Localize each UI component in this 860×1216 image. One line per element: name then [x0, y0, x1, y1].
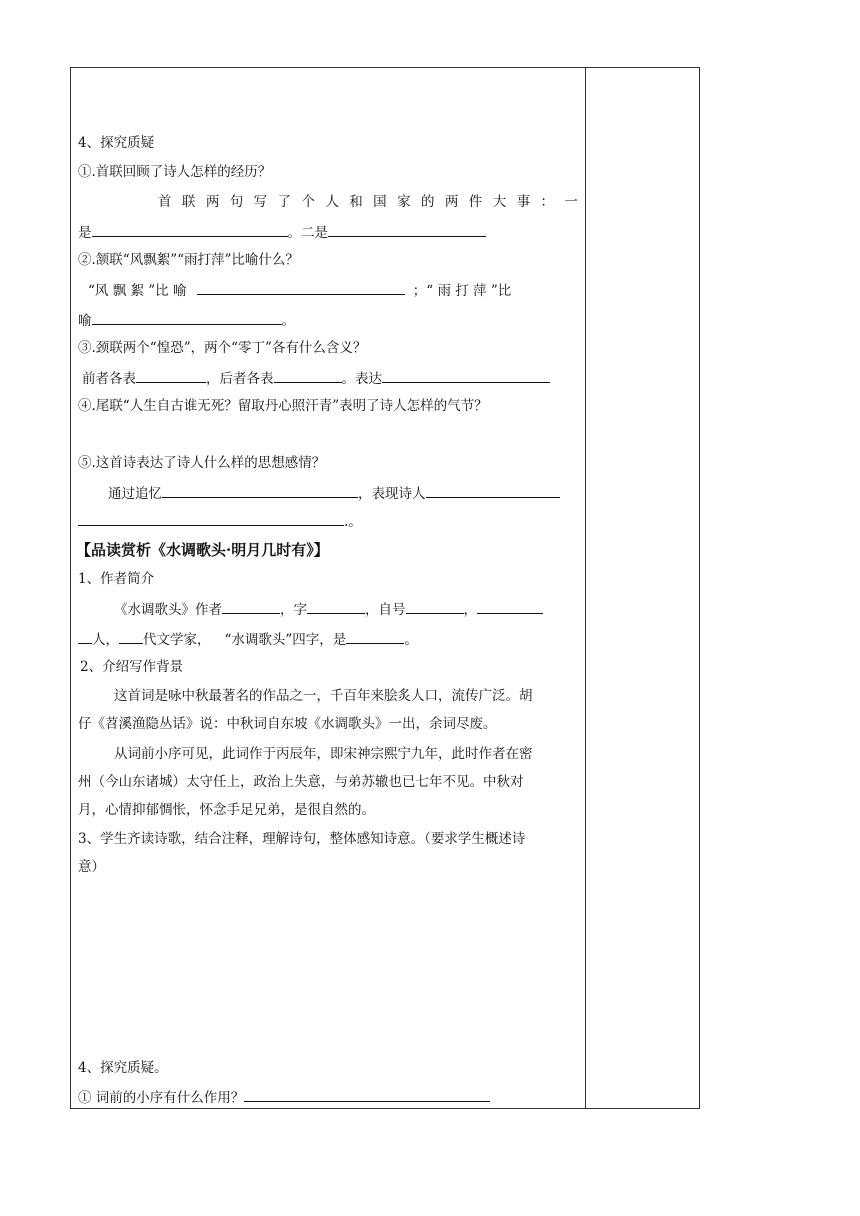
text: 代文学家，	[143, 632, 211, 648]
inquiry-question-1	[78, 1087, 578, 1108]
question-2: ②.颔联“风飘絮”“雨打萍”比喻什么？	[78, 252, 299, 268]
char: 国	[373, 194, 387, 210]
answer-blank[interactable]	[119, 629, 143, 644]
answer-blank[interactable]	[328, 222, 486, 237]
text: 通过追忆	[108, 486, 162, 502]
reading-instruction-line-1: 3、学生齐读诗歌，结合注释，理解诗句，整体感知诗意。（要求学生概述诗	[78, 831, 526, 847]
background-paragraph-2-line-1: 从词前小序可见，此词作于丙辰年，即宋神宗熙宁九年，此时作者在密	[114, 746, 533, 762]
question-1-answer-line-a	[158, 192, 578, 212]
answer-blank[interactable]	[307, 599, 365, 614]
question-1: ①.首联回顾了诗人怎样的经历？	[78, 164, 272, 180]
author-line-b	[78, 629, 578, 650]
question-2-answer-line-b	[78, 310, 578, 331]
answer-blank[interactable]	[274, 368, 342, 383]
char: 首	[158, 194, 172, 210]
char: 事	[516, 194, 531, 210]
char: 个	[301, 194, 315, 210]
char: ：	[540, 194, 554, 210]
section-title: 【品读赏析《水调歌头·明月几时有》】	[76, 541, 329, 559]
char: 的	[420, 194, 435, 210]
background-heading: 2、介绍写作背景	[80, 659, 184, 675]
answer-blank[interactable]	[244, 1087, 490, 1102]
char: 家	[397, 194, 411, 210]
char: 大	[492, 194, 507, 210]
answer-blank[interactable]	[197, 280, 405, 295]
text: ，字	[280, 602, 307, 618]
question-3: ③.颈联两个“惶恐”，两个“零丁”各有什么含义？	[78, 340, 367, 356]
text: 人，	[92, 632, 119, 648]
answer-blank[interactable]	[477, 599, 543, 614]
answer-blank[interactable]	[78, 629, 92, 644]
answer-blank[interactable]	[136, 368, 206, 383]
char: 两	[444, 194, 459, 210]
section-heading: 4、探究质疑	[78, 135, 155, 151]
answer-blank[interactable]	[426, 483, 560, 498]
background-paragraph-2-line-3: 月，心情抑郁惆怅，怀念手足兄弟，是很自然的。	[78, 802, 375, 818]
reading-instruction-line-2: 意）	[78, 859, 105, 875]
question-4: ④.尾联“人生自古谁无死？留取丹心照汗青”表明了诗人怎样的气节？	[78, 398, 488, 414]
question-2-answer-line-a	[88, 280, 578, 301]
char: 句	[229, 194, 244, 210]
question-5: ⑤.这首诗表达了诗人什么样的思想感情？	[78, 455, 326, 471]
char: 一	[564, 194, 578, 210]
answer-blank[interactable]	[406, 599, 464, 614]
answer-blank[interactable]	[382, 368, 550, 383]
char: 人	[325, 194, 339, 210]
text: ，自号	[365, 602, 406, 618]
text: ，表现诗人	[358, 486, 426, 502]
question-5-answer-line-b	[78, 511, 578, 532]
text: ，后者各表	[206, 371, 274, 387]
text: ① 词前的小序有什么作用？	[78, 1090, 245, 1106]
text: 《水调歌头》作者	[114, 602, 222, 618]
text: .。	[344, 514, 362, 530]
text: 前者各表	[82, 371, 136, 387]
text: 是	[78, 225, 92, 241]
char: 联	[181, 194, 196, 210]
text: 。二是	[287, 225, 328, 241]
text: ；“ 雨 打 萍 ”比	[412, 283, 512, 299]
text: 。	[404, 632, 418, 648]
author-heading: 1、作者简介	[78, 571, 155, 587]
question-1-answer-line-b	[78, 222, 578, 243]
text: “风 飘 絮 ”比 喻	[88, 283, 187, 299]
inquiry-heading: 4、探究质疑。	[78, 1060, 168, 1076]
answer-blank[interactable]	[78, 511, 344, 526]
char: 写	[253, 194, 268, 210]
char: 了	[277, 194, 292, 210]
author-line-a	[114, 599, 578, 620]
text: ，	[463, 602, 477, 618]
answer-blank[interactable]	[162, 483, 358, 498]
char: 和	[349, 194, 363, 210]
text: 。表达	[341, 371, 382, 387]
text: 喻	[78, 313, 92, 329]
background-paragraph-1-line-1: 这首词是咏中秋最著名的作品之一，千百年来脍炙人口，流传广泛。胡	[114, 688, 533, 704]
question-5-answer-line-a	[108, 483, 578, 504]
answer-blank[interactable]	[346, 629, 404, 644]
answer-blank[interactable]	[222, 599, 280, 614]
column-divider	[585, 67, 586, 1109]
question-3-answer	[82, 368, 578, 389]
background-paragraph-2-line-2: 州（今山东诸城）太守任上，政治上失意，与弟苏辙也已七年不见。中秋对	[78, 774, 524, 790]
answer-blank[interactable]	[92, 222, 288, 237]
text: “水调歌头”四字，是	[224, 632, 347, 648]
char: 两	[205, 194, 220, 210]
char: 件	[468, 194, 483, 210]
text: 。	[281, 313, 295, 329]
answer-blank[interactable]	[92, 310, 282, 325]
background-paragraph-1-line-2: 仔《苕溪渔隐丛话》说：中秋词自东坡《水调歌头》一出，余词尽废。	[78, 716, 497, 732]
